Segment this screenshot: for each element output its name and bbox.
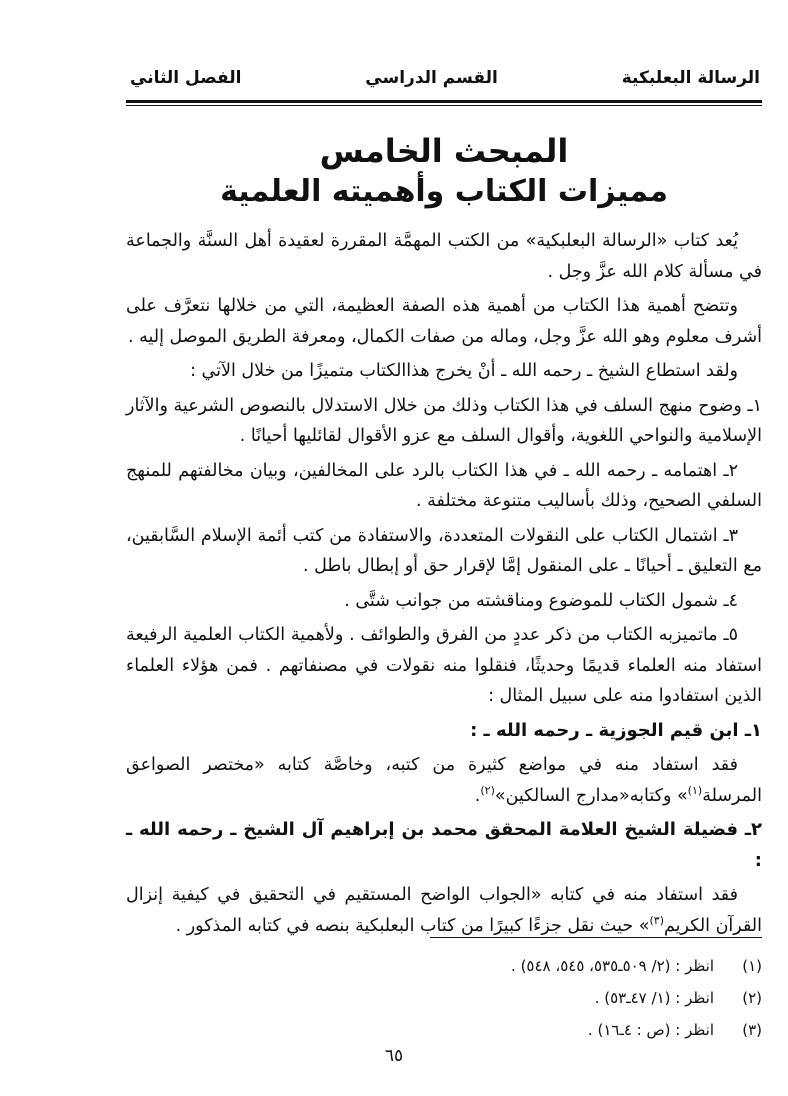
footnote-text: انظر : (١/ ٤٧ـ٥٣) .	[594, 989, 714, 1007]
header-section: القسم الدراسي	[365, 68, 498, 88]
text-run: » وكتابه«مدارج السالكين»	[494, 785, 688, 806]
scholar-heading: ٢ـ فضيلة الشيخ العلامة المحقق محمد بن إبراهيم آل الشيخ ـ رحمه الله ـ :	[126, 819, 762, 871]
footnote-ref[interactable]: (٢)	[480, 783, 495, 797]
body-text	[126, 226, 762, 945]
footnote-number: (٣)	[742, 1021, 762, 1039]
footnote	[122, 950, 762, 982]
paragraph: وتتضح أهمية هذا الكتاب من أهمية هذه الصفة العظيمة، التي من خلالها نتعرَّف على أشرف معلوم وهو الله عزَّ وجل، وماله من صفات الكمال، ومعرفة الطريق الموصل إليه .	[126, 296, 762, 347]
text-run: .	[474, 785, 481, 806]
footnote-ref[interactable]: (١)	[687, 783, 703, 797]
list-item: ١ـ وضوح منهج السلف في هذا الكتاب وذلك من خلال الاستدلال بالنصوص الشرعية والآثار الإسلامية والنواحي اللغوية، وأقوال السلف مع عزو الأقوال لقائليها أحيانًا .	[126, 395, 762, 446]
text-run: فقد استفاد منه في كتابه «الجواب الواضح المستقيم في التحقيق في كيفية إنزال القرآن الكريم	[126, 885, 762, 936]
footnote-number: (٢)	[742, 989, 762, 1007]
paragraph: ولقد استطاع الشيخ ـ رحمه الله ـ أنْ يخرج هذاالكتاب متميزًا من خلال الآتي :	[190, 361, 738, 381]
list-item: ٣ـ اشتمال الكتاب على النقولات المتعددة، والاستفادة من كتب أئمة الإسلام السَّابقين، مع التعليق ـ أحيانًا ـ على المنقول إمَّا لإقرار حق أو إبطال باطل .	[126, 525, 762, 576]
section-title: المبحث الخامس	[319, 132, 569, 170]
header-rule-thick	[126, 100, 762, 103]
list-item: ٤ـ شمول الكتاب للموضوع ومناقشته من جوانب شتَّى .	[344, 590, 738, 611]
list-item: ٥ـ ماتميزبه الكتاب من ذكر عددٍ من الفرق والطوائف . ولأهمية الكتاب العلمية الرفيعة استفاد منه العلماء قديمًا وحديثًا، فنقلوا منه نقولات في مصنفاتهم . فمن هؤلاء العلماء الذين استفادوا منه على سبيل المثال :	[126, 625, 762, 706]
text-run: » حيث نقل جزءًا كبيرًا من كتاب البعلبكية بنصه في كتابه المذكور .	[175, 915, 650, 936]
footnote	[122, 1014, 762, 1046]
list-item: ٢ـ اهتمامه ـ رحمه الله ـ في هذا الكتاب بالرد على المخالفين، وبيان مخالفتهم للمنهج السلفي الصحيح، وذلك بأساليب متنوعة مختلفة .	[126, 460, 762, 511]
paragraph: يُعد كتاب «الرسالة البعلبكية» من الكتب المهمَّة المقررة لعقيدة أهل السنَّة والجماعة في مسألة كلام الله عزَّ وجل .	[126, 231, 762, 282]
scholar-heading: ١ـ ابن قيم الجوزية ـ رحمه الله ـ :	[470, 719, 762, 741]
running-header	[130, 62, 760, 94]
header-chapter: الفصل الثاني	[130, 68, 242, 88]
footnote-ref[interactable]: (٣)	[649, 913, 664, 927]
paragraph	[126, 750, 762, 811]
page-number: ٦٥	[384, 1046, 404, 1066]
footnote	[122, 982, 762, 1014]
paragraph	[126, 880, 762, 941]
section-subtitle: مميزات الكتاب وأهميته العلمية	[220, 174, 668, 209]
footnote-text: انظر : (٢/ ٥٠٩ـ٥٣٥، ٥٤٥، ٥٤٨) .	[511, 957, 714, 975]
text-run: فقد استفاد منه في مواضع كثيرة من كتبه، وخاصَّة كتابه «مختصر الصواعق المرسلة	[126, 755, 762, 806]
footnote-separator	[430, 937, 762, 938]
header-book-title: الرسالة البعلبكية	[621, 68, 760, 88]
header-rule-thin	[126, 105, 762, 106]
footnotes	[122, 950, 762, 1046]
footnote-number: (١)	[742, 957, 762, 975]
footnote-text: انظر : (ص : ٤ـ١٦) .	[587, 1021, 714, 1039]
